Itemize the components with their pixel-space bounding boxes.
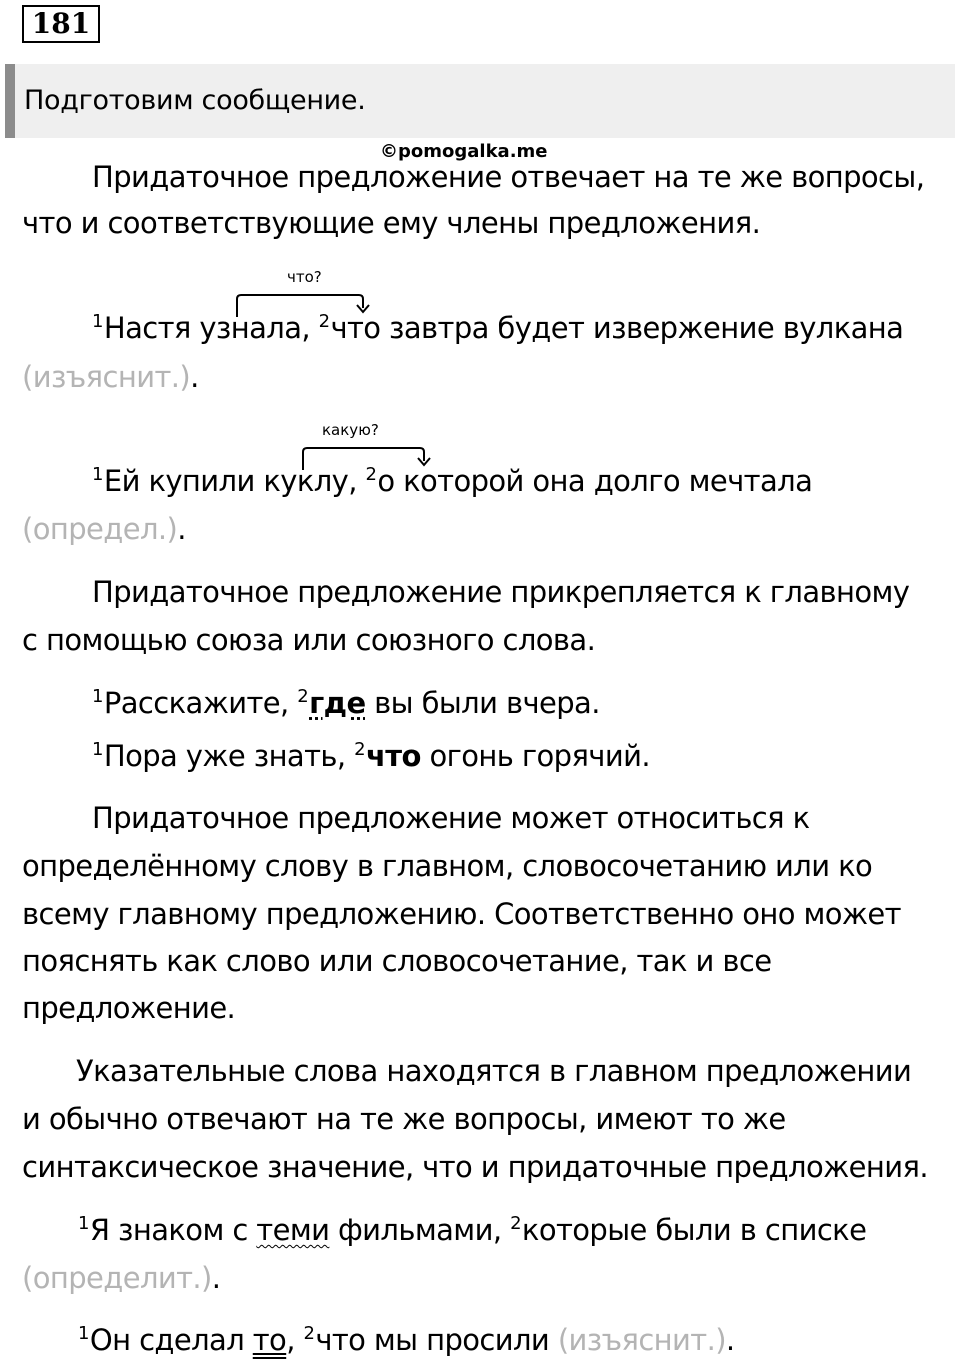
- clause-number: 2: [510, 1213, 521, 1234]
- subordinate-clause: о которой она долго мечтала: [377, 464, 813, 498]
- period: .: [190, 360, 199, 394]
- question-label-1: что?: [287, 268, 322, 286]
- period: .: [211, 1261, 221, 1295]
- example2-line: [92, 464, 812, 498]
- task-text: Подготовим сообщение.: [24, 85, 366, 116]
- clause-number: 1: [92, 739, 103, 760]
- clause-number: 1: [92, 686, 103, 707]
- main-clause-end: фильмами,: [329, 1213, 511, 1247]
- conjunction: что: [366, 739, 421, 773]
- main-clause: Я знаком с: [89, 1213, 257, 1247]
- rule3-line4: пояснять как слово или словосочетание, так и все: [22, 944, 772, 978]
- period: .: [177, 512, 186, 546]
- clause-type-note: (изъяснит.): [22, 360, 191, 394]
- question-label-2: какую?: [322, 421, 379, 439]
- clause-number: 1: [92, 311, 103, 332]
- subordinate-clause: что мы просили: [315, 1323, 558, 1357]
- clause-number: 2: [297, 686, 309, 707]
- clause-type-note: (определит.): [22, 1261, 212, 1295]
- clause-number: 1: [78, 1323, 89, 1344]
- example5-line: [78, 1213, 866, 1247]
- clause-number: 1: [78, 1213, 89, 1234]
- example3-line: [92, 686, 600, 720]
- main-clause: Ей купили куклу,: [103, 464, 366, 498]
- conjunctive-word: где: [309, 686, 366, 720]
- rule3-line3: всему главному предложению. Соответственно оно может: [22, 897, 901, 931]
- example5-note-line: [22, 1261, 220, 1295]
- exercise-number: 181: [22, 5, 100, 43]
- rule2-line2: с помощью союза или союзного слова.: [22, 623, 596, 657]
- example4-line: [92, 739, 650, 773]
- clause-number: 1: [92, 464, 103, 485]
- clause-type-note: (определ.): [22, 512, 178, 546]
- subordinate-clause: которые были в списке: [521, 1213, 867, 1247]
- clause-number: 2: [354, 739, 365, 760]
- rule3-line2: определённому слову в главном, словосочетанию или ко: [22, 849, 873, 883]
- rule4-line3: синтаксическое значение, что и придаточные предложения.: [22, 1150, 928, 1184]
- subordinate-clause: что завтра будет извержение вулкана: [330, 311, 904, 345]
- main-clause-end: ,: [286, 1323, 304, 1357]
- clause-number: 2: [303, 1323, 315, 1344]
- main-clause: Настя узнала,: [103, 311, 319, 345]
- watermark: ©pomogalka.me: [380, 141, 548, 162]
- subordinate-clause: вы были вчера.: [365, 686, 600, 720]
- example2-note-line: [22, 512, 186, 546]
- rule4-line2: и обычно отвечают на те же вопросы, имеют то же: [22, 1102, 786, 1136]
- period: .: [725, 1323, 735, 1357]
- example6-line: [78, 1323, 735, 1357]
- clause-number: 2: [365, 464, 377, 485]
- rule3-line5: предложение.: [22, 991, 236, 1025]
- main-clause: Он сделал: [89, 1323, 253, 1357]
- example1-line: [92, 311, 903, 345]
- main-clause: Расскажите,: [103, 686, 298, 720]
- rule1-line1: Придаточное предложение отвечает на те же вопросы,: [92, 160, 925, 194]
- task-banner: [5, 64, 955, 138]
- demonstrative-word: то: [252, 1323, 287, 1357]
- rule1-line2: что и соответствующие ему члены предложения.: [22, 206, 761, 240]
- clause-number: 2: [318, 311, 330, 332]
- rule2-line1: Придаточное предложение прикрепляется к главному: [92, 575, 910, 609]
- example1-note-line: [22, 360, 199, 394]
- demonstrative-word: теми: [256, 1213, 330, 1247]
- subordinate-clause: огонь горячий.: [420, 739, 650, 773]
- main-clause: Пора уже знать,: [103, 739, 355, 773]
- clause-type-note: (изъяснит.): [557, 1323, 726, 1357]
- rule4-line1: Указательные слова находятся в главном предложении: [76, 1054, 912, 1088]
- rule3-line1: Придаточное предложение может относиться к: [92, 801, 810, 835]
